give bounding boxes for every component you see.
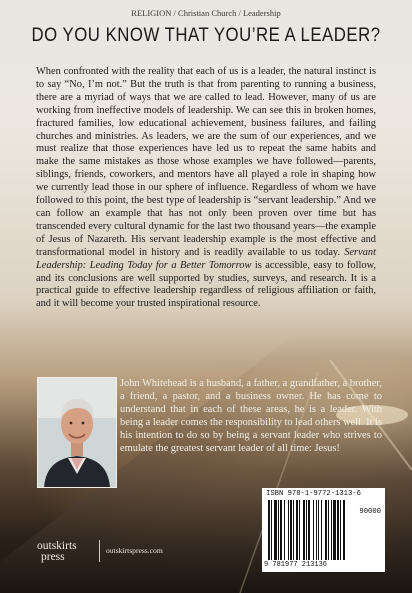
barcode-bar <box>340 500 341 560</box>
description-part-1: When confronted with the reality that each of us is a leader, the natural instinct is to say “No, I’m not.” But the truth is that from parenting to running a business, there are a myriad of ways that we are called to lead. However, many of us are working from ineffective models of leadership. We can see this in broken homes, fractured families, low educational achievement, business failures, and failing churches and ministries. As leaders, we are the sum of our experiences, and we must realize that those experiences have led us to repeat the same habits and make the same mistakes as those whose examples we have followed—parents, siblings, friends, coworkers, and mentors have all played a role in shaping how we currently lead those in our sphere of influence. Regardless of whom we have followed to this point, the best type of leadership is “servant leadership.” And we can follow an example that has not only been proven over time but has transcended every cultural dynamic for the last two thousand years—the example of Jesus of Nazareth. His servant leadership example is the most effective and transformational model in history and is readily available to us today. <box>36 66 376 258</box>
barcode-bar <box>333 500 336 560</box>
barcode-bar <box>316 500 317 560</box>
barcode-bar <box>325 500 327 560</box>
divider <box>99 540 100 562</box>
publisher-url: outskirtspress.com <box>106 546 163 555</box>
barcode-bar <box>296 500 298 560</box>
barcode-bars <box>262 488 385 572</box>
cover-headline: DO YOU KNOW THAT YOU’RE A LEADER? <box>31 24 381 46</box>
publisher-logo <box>37 540 93 566</box>
barcode-bar <box>331 500 332 560</box>
barcode-bar <box>284 500 285 560</box>
category-line: RELIGION / Christian Church / Leadership <box>131 8 281 18</box>
barcode-bar <box>328 500 329 560</box>
barcode-bar <box>308 500 310 560</box>
isbn-digits: 9 781977 213136 <box>264 561 328 569</box>
price-code: 90000 <box>359 508 381 516</box>
barcode-bar <box>280 500 282 560</box>
barcode-bar <box>343 500 345 560</box>
publisher-logo-line1: outskirts <box>37 540 77 552</box>
barcode-bar <box>268 500 270 560</box>
barcode-bar <box>290 500 292 560</box>
barcode-bar <box>303 500 305 560</box>
barcode-bar <box>321 500 322 560</box>
author-portrait <box>38 378 116 487</box>
barcode-bar <box>313 500 314 560</box>
publisher-logo-line2: press <box>41 551 65 563</box>
barcode-bar <box>278 500 279 560</box>
barcode-bar <box>293 500 294 560</box>
barcode-bar <box>337 500 339 560</box>
description-part-2: is accessible, easy to follow, and its conclusions are well supported by studies, surveys, and research. It is a practical guide to effective leadership regardless of religious affiliation or faith, and it will become your trusted inspirational resource. <box>36 259 376 310</box>
author-bio: John Whitehead is a husband, a father, a grandfather, a brother, a friend, a pastor, and a business owner. He has come to understand that in each of these areas, he is a leader. With being a leader comes the responsibility to lead others well. It is his intention to do so by being a servant leader who strives to emulate the greatest servant leader of all time: Jesus! <box>120 378 383 454</box>
isbn-label: ISBN 978-1-9772-1313-6 <box>266 490 361 498</box>
barcode-bar <box>274 500 277 560</box>
book-description <box>36 66 376 311</box>
barcode-bar <box>299 500 300 560</box>
barcode-bar <box>271 500 272 560</box>
barcode-bar <box>288 500 289 560</box>
barcode-bar <box>318 500 319 560</box>
isbn-barcode <box>262 488 385 572</box>
barcode-bar <box>306 500 307 560</box>
book-title-inline: Servant Leadership: Leading Today for a Better Tomorrow <box>36 246 376 271</box>
author-photo <box>37 377 117 488</box>
